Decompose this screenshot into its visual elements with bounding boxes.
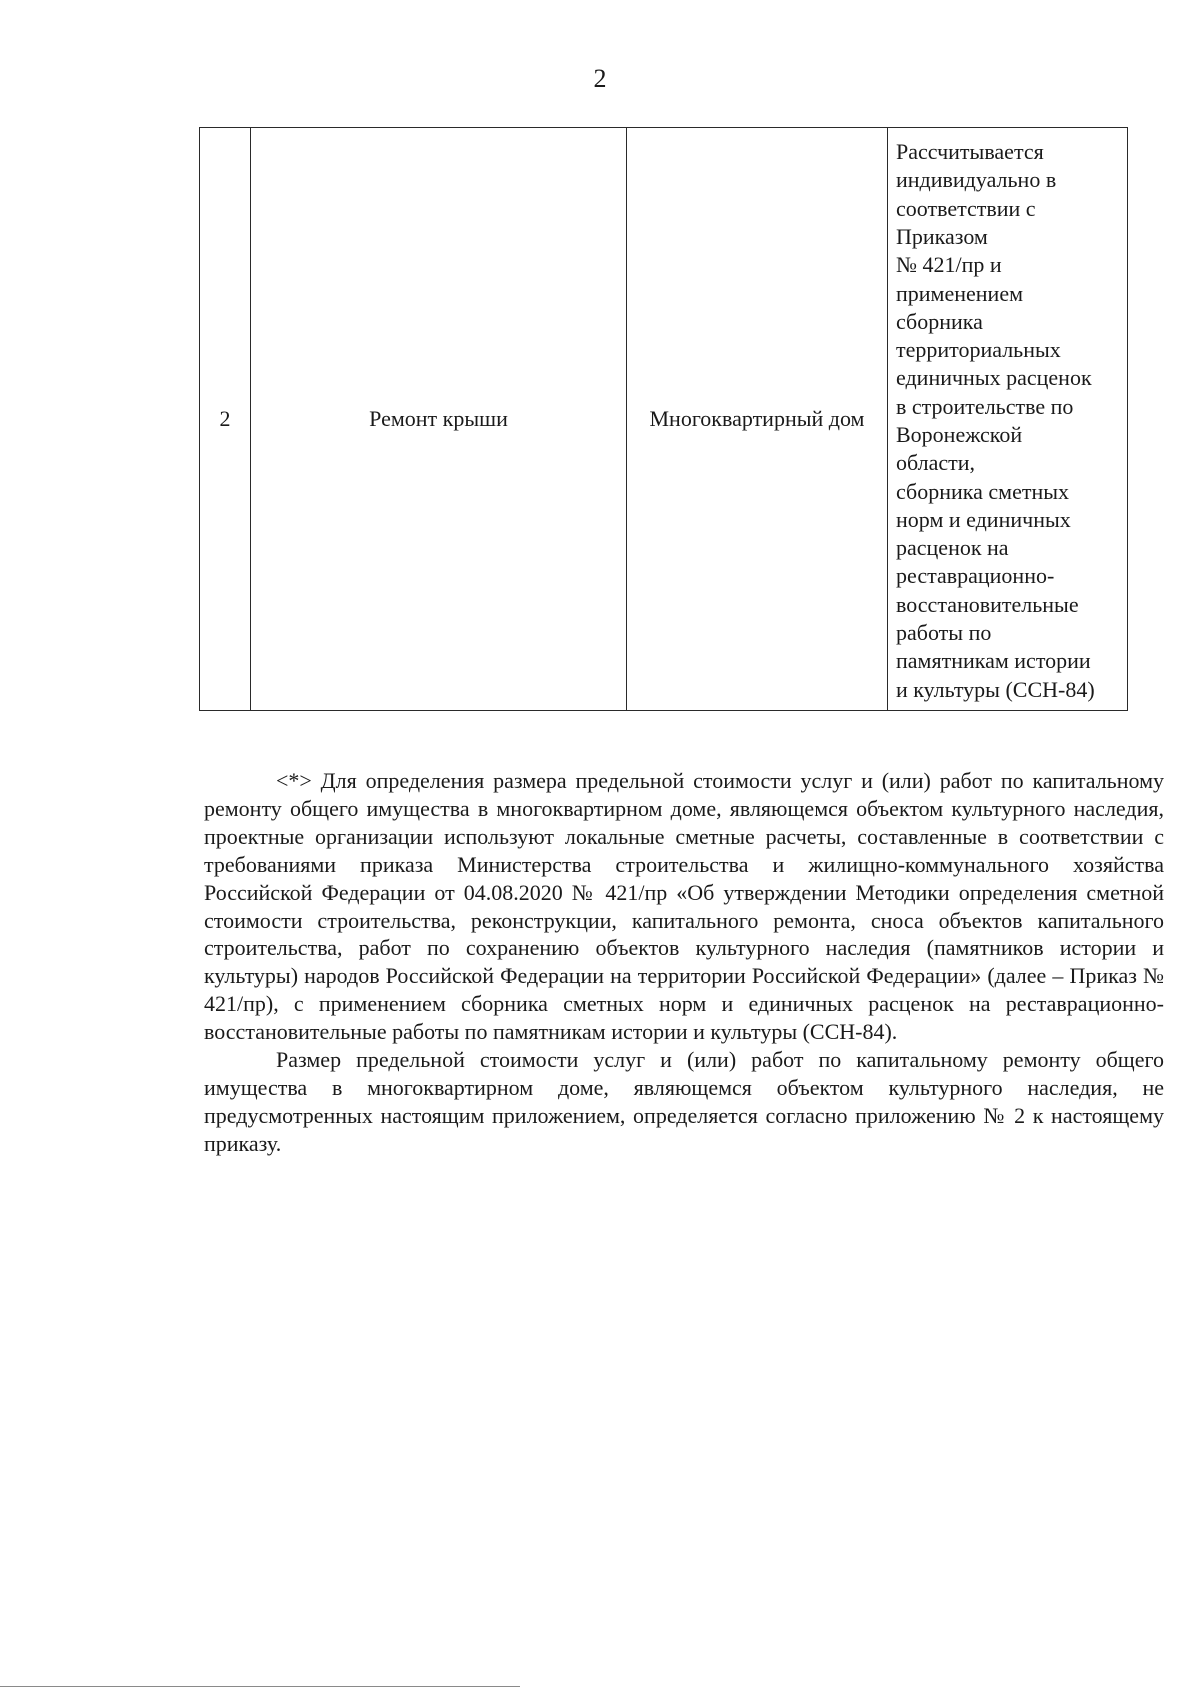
work-type-cell: Ремонт крыши — [251, 128, 627, 711]
cost-description: Рассчитывается индивидуально в соответствии с Приказом № 421/пр и применением сборника территориальных единичных расценок в строительстве по Воронежской области, сборника сметных норм и единичных расценок на реставрационно- восстановительные работы по памятникам истории и культуры (ССН-84) — [896, 139, 1095, 702]
table-row — [200, 128, 1128, 711]
cost-cell — [888, 128, 1128, 711]
bottom-divider — [0, 1686, 520, 1687]
row-number-cell: 2 — [200, 128, 251, 711]
footnote-paragraph-2: Размер предельной стоимости услуг и (или) работ по капитальному ремонту общего имущества в многоквартирном доме, являющемся объектом культурного наследия, не предусмотренных настоящим приложением, определяется согласно приложению № 2 к настоящему приказу. — [204, 1047, 1164, 1156]
footnote-section — [204, 767, 1164, 1158]
footnote-paragraph-1: <*> Для определения размера предельной стоимости услуг и (или) работ по капитальному ремонту общего имущества в многоквартирном доме, являющемся объектом культурного наследия, проектные организации используют локальные сметные расчеты, составленные в соответствии с требованиями приказа Министерства строительства и жилищно-коммунального хозяйства Российской Федерации от 04.08.2020 № 421/пр «Об утверждении Методики определения сметной стоимости строительства, реконструкции, капитального ремонта, сноса объектов капитального строительства, работ по сохранению объектов культурного наследия (памятников истории и культуры) народов Российской Федерации на территории Российской Федерации» (далее – Приказ № 421/пр), с применением сборника сметных норм и единичных расценок на реставрационно-восстановительные работы по памятникам истории и культуры (ССН-84). — [204, 768, 1164, 1045]
works-table — [199, 127, 1128, 711]
object-type-cell: Многоквартирный дом — [627, 128, 888, 711]
page-number: 2 — [593, 64, 607, 93]
